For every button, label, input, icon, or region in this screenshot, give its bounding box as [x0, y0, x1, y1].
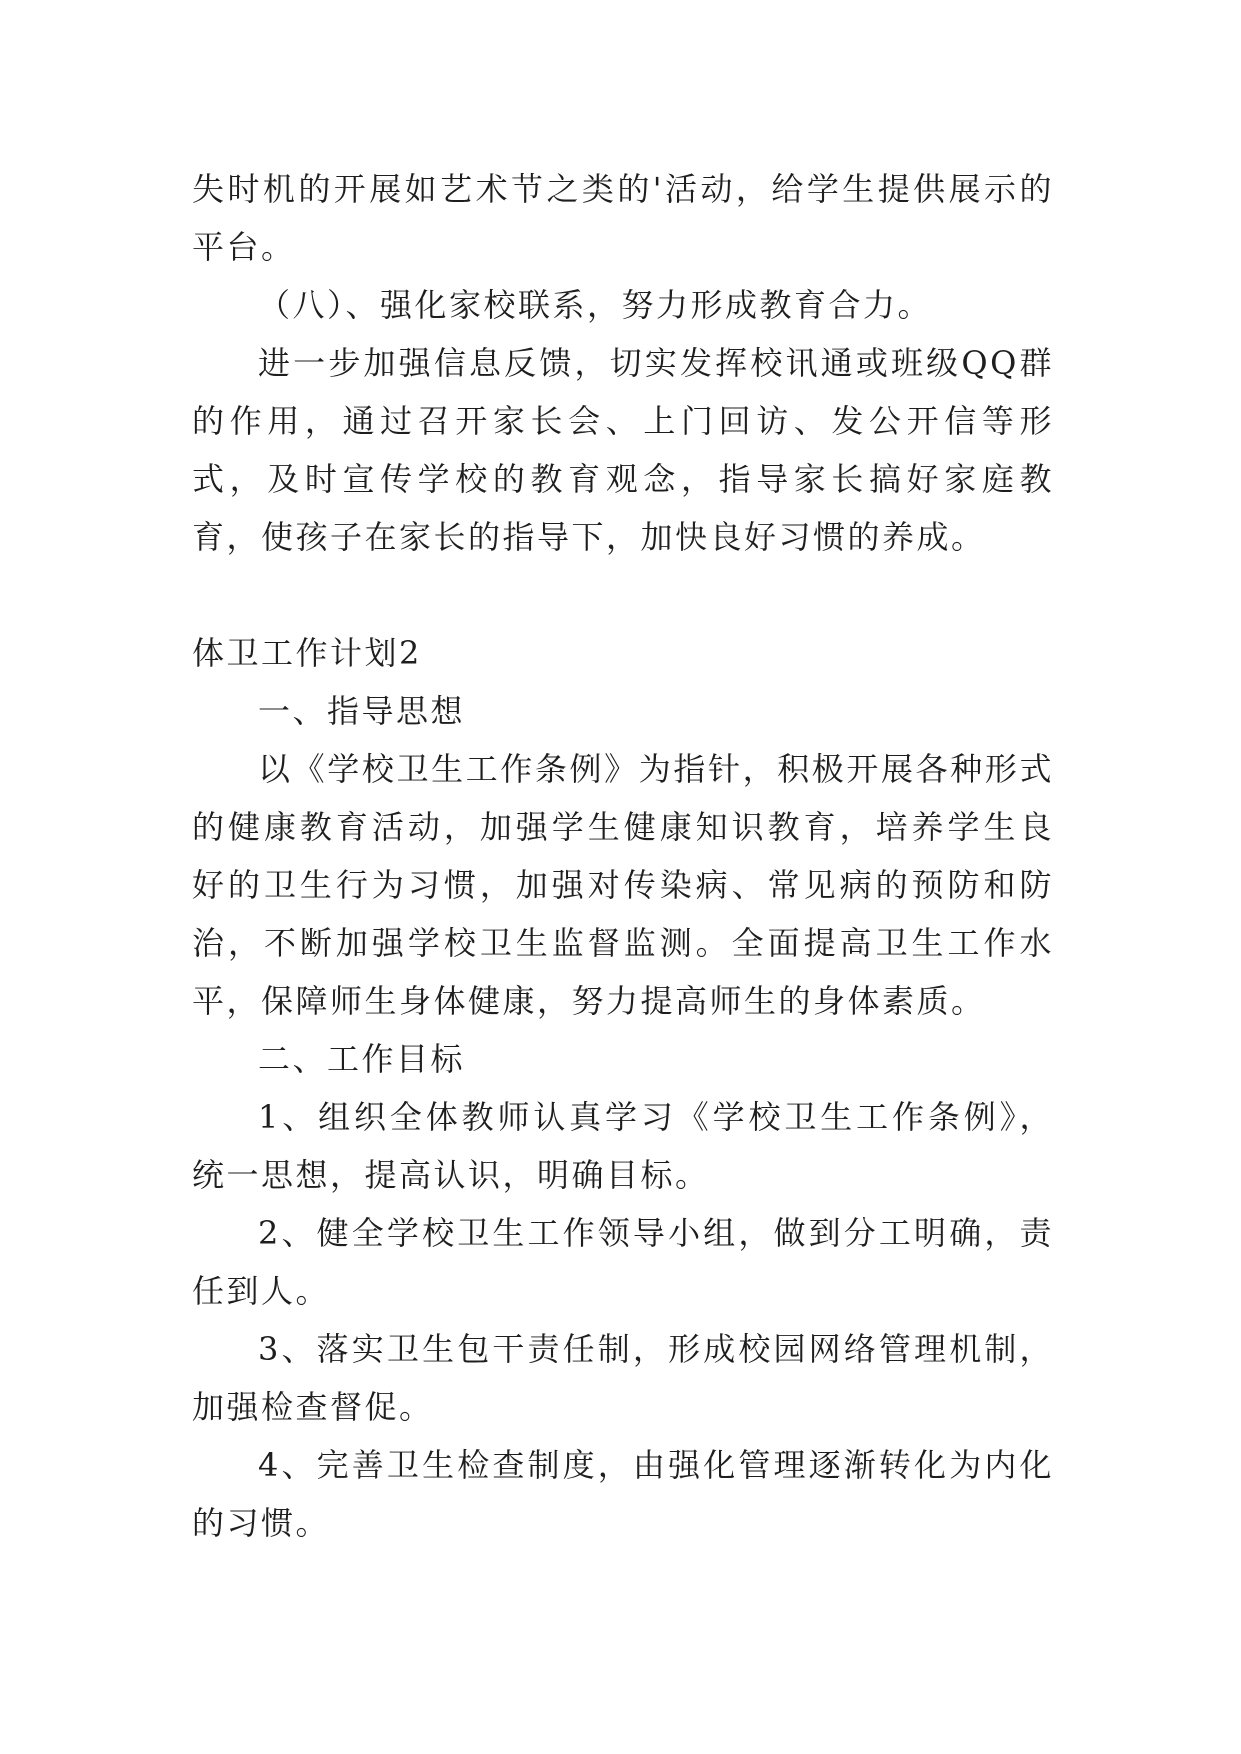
list-item-goal-1: 1、组织全体教师认真学习《学校卫生工作条例》，统一思想，提高认识，明确目标。 [192, 1098, 1054, 1194]
heading-work-goals: 二、工作目标 [258, 1040, 466, 1078]
list-item-goal-3: 3、落实卫生包干责任制，形成校园网络管理机制，加强检查督促。 [192, 1330, 1054, 1426]
heading-home-school: （八）、强化家校联系，努力形成教育合力。 [258, 286, 933, 324]
paragraph-art-festival: 失时机的开展如艺术节之类的'活动，给学生提供展示的平台。 [192, 170, 1054, 266]
list-item-goal-2: 2、健全学校卫生工作领导小组，做到分工明确，责任到人。 [192, 1214, 1054, 1310]
document-page [192, 160, 1054, 1552]
section-title: 体卫工作计划2 [192, 634, 422, 672]
heading-guiding-ideology: 一、指导思想 [258, 692, 466, 730]
paragraph-guiding-ideology: 以《学校卫生工作条例》为指针，积极开展各种形式的健康教育活动，加强学生健康知识教育，培养学生良好的卫生行为习惯，加强对传染病、常见病的预防和防治，不断加强学校卫生监督监测。全面提高卫生工作水平，保障师生身体健康，努力提高师生的身体素质。 [192, 750, 1054, 1020]
paragraph-feedback: 进一步加强信息反馈，切实发挥校讯通或班级QQ群的作用，通过召开家长会、上门回访、发公开信等形式，及时宣传学校的教育观念，指导家长搞好家庭教育，使孩子在家长的指导下，加快良好习惯的养成。 [192, 344, 1054, 556]
list-item-goal-4: 4、完善卫生检查制度，由强化管理逐渐转化为内化的习惯。 [192, 1446, 1054, 1542]
section-gap [192, 566, 1054, 624]
